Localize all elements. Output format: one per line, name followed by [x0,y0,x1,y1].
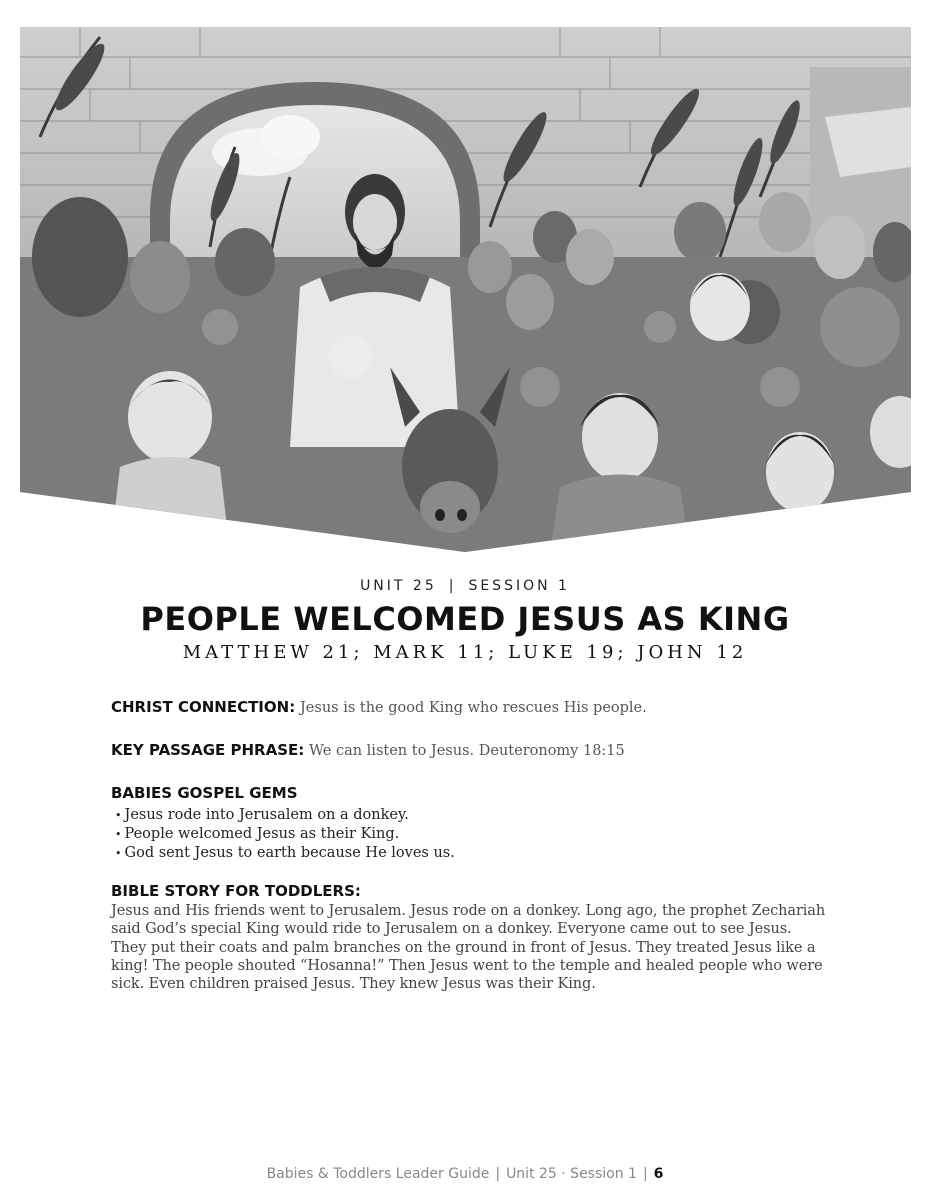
gospel-gems-list [115,806,831,863]
footer-guide-title: Babies & Toddlers Leader Guide [266,1166,490,1182]
unit-label: UNIT 25 [360,578,437,594]
unit-session-separator: | [448,578,457,594]
gospel-gem-item: • God sent Jesus to earth because He loves us. [115,844,831,863]
triumphal-entry-illustration [20,27,911,552]
unit-session-label [0,578,930,594]
christ-connection-label: CHRIST CONNECTION: [111,698,296,716]
lesson-content [111,696,831,993]
christ-connection-text: Jesus is the good King who rescues His people. [299,700,647,716]
bible-story-text: Jesus and His friends went to Jerusalem. Jesus rode on a donkey. Long ago, the prophet Zechariah said God’s special King would ride to Jerusalem on a donkey. Everyone came out to see Jesus. They put their coats and palm branches on the ground in front of Jesus. They treated Jesus like a king! The people shouted “Hosanna!” Then Jesus went to the temple and healed people who were sick. Even children praised Jesus. They knew Jesus was their King. [111,903,826,993]
page-title: PEOPLE WELCOMED JESUS AS KING [140,600,790,638]
page-number: 6 [653,1166,664,1182]
gospel-gem-item: • Jesus rode into Jerusalem on a donkey. [115,806,831,825]
hero-illustration [20,27,911,552]
page-footer [0,1166,930,1182]
footer-unit-session: Unit 25 · Session 1 [506,1166,637,1182]
bible-story-heading: BIBLE STORY FOR TODDLERS: [111,882,361,900]
key-passage-phrase [111,739,831,762]
footer-separator: | [642,1166,648,1182]
gospel-gem-item: • People welcomed Jesus as their King. [115,825,831,844]
key-passage-label: KEY PASSAGE PHRASE: [111,741,305,759]
scripture-references: MATTHEW 21; MARK 11; LUKE 19; JOHN 12 [182,642,748,663]
gospel-gems-heading: BABIES GOSPEL GEMS [111,784,298,802]
footer-separator: | [495,1166,501,1182]
christ-connection [111,696,831,719]
session-label: SESSION 1 [468,578,570,594]
key-passage-text: We can listen to Jesus. Deuteronomy 18:15 [309,743,625,759]
